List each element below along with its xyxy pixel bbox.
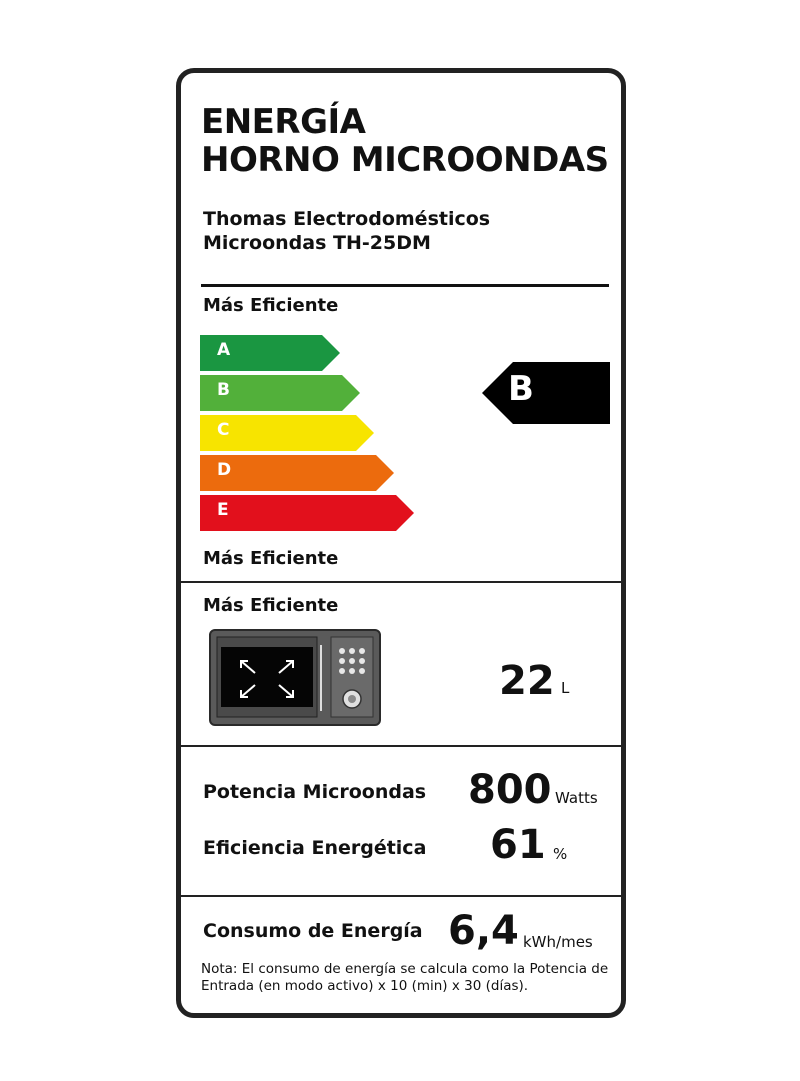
section-divider-1 [181,581,621,583]
scale-top-label: Más Eficiente [203,295,339,316]
section-divider-2 [181,745,621,747]
title-line-2: HORNO MICROONDAS [201,140,609,180]
scale-bottom-label: Más Eficiente [203,548,339,569]
rating-arrow [482,362,610,424]
rating-letter: B [508,369,534,409]
power-label: Potencia Microondas [203,781,427,803]
consumption-value: 6,4 [448,908,519,954]
class-b-letter: B [217,380,230,400]
model-name: Microondas TH-25DM [203,232,431,254]
class-c-letter: C [217,420,230,440]
power-unit: Watts [555,789,598,807]
header-divider [201,284,609,287]
rating-arrow-shape [482,362,610,424]
capacity-unit: L [561,679,570,697]
consumption-unit: kWh/mes [523,933,593,951]
title-line-1: ENERGÍA [201,102,366,142]
class-d-letter: D [217,460,232,480]
label-title [201,103,609,179]
class-e-shape [200,495,414,531]
product-info [203,207,490,255]
power-value: 800 [468,767,552,813]
capacity-heading: Más Eficiente [203,595,339,616]
class-e-letter: E [217,500,229,520]
efficiency-label: Eficiencia Energética [203,837,427,859]
class-a-letter: A [217,340,231,360]
consumption-label: Consumo de Energía [203,920,423,942]
class-bar-b [200,375,362,411]
class-bar-a [200,335,342,371]
capacity-value: 22 [499,658,555,704]
efficiency-value: 61 [490,822,546,868]
microwave-icon [209,629,381,729]
class-bar-d [200,455,396,491]
class-bar-e [200,495,416,531]
consumption-note: Nota: El consumo de energía se calcula como la Potencia de Entrada (en modo activo) x 10 (min) x 30 (días). [201,961,609,994]
class-bar-c [200,415,376,451]
section-divider-3 [181,895,621,897]
efficiency-unit: % [553,845,568,863]
brand-name: Thomas Electrodomésticos [203,208,491,230]
energy-label [176,68,626,1018]
